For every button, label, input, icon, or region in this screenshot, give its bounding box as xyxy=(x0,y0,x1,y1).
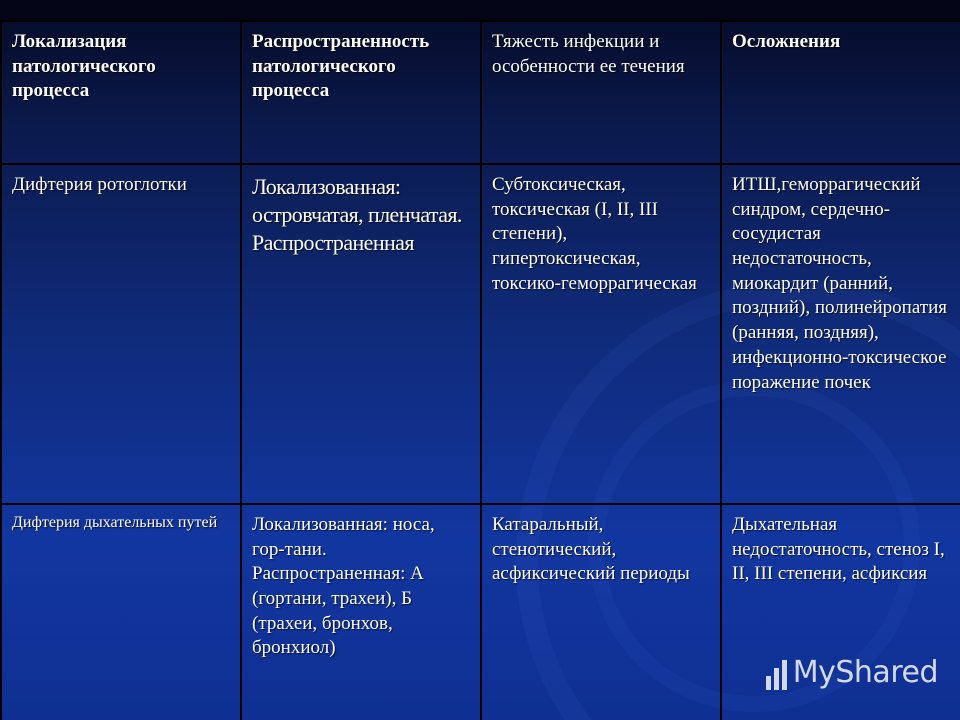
watermark xyxy=(766,655,938,690)
header-complications: Осложнения xyxy=(721,21,960,164)
cell-complications: Дыхательная недостаточность, стеноз I, II, III степени, асфиксия xyxy=(721,504,960,720)
cell-severity: Субтоксическая, токсическая (I, II, III степени), гипертоксическая, токсико-геморрагическая xyxy=(481,164,721,504)
cell-localization: Дифтерия дыхательных путей xyxy=(1,504,241,720)
header-prevalence: Распространенность патологического процесса xyxy=(241,21,481,164)
diphtheria-classification-table xyxy=(0,20,960,720)
bar-chart-icon xyxy=(766,656,787,690)
table-row xyxy=(1,164,960,504)
header-severity: Тяжесть инфекции и особенности ее течения xyxy=(481,21,721,164)
cell-prevalence: Локализованная: островчатая, пленчатая. Распространенная xyxy=(241,164,481,504)
watermark-text: MyShared xyxy=(792,655,938,690)
cell-complications: ИТШ,геморрагический синдром, сердечно-сосудистая недостаточность, миокардит (ранний, поздний), полинейропатия (ранняя, поздняя), инфекционно-токсическое поражение почек xyxy=(721,164,960,504)
top-bar xyxy=(0,0,960,20)
table-header-row xyxy=(1,21,960,164)
cell-localization: Дифтерия ротоглотки xyxy=(1,164,241,504)
header-localization: Локализация патологического процесса xyxy=(1,21,241,164)
cell-severity: Катаральный, стенотический, асфиксический периоды xyxy=(481,504,721,720)
cell-prevalence: Локализованная: носа, гор-тани. Распространенная: А (гортани, трахеи), Б (трахеи, бронхов, бронхиол) xyxy=(241,504,481,720)
